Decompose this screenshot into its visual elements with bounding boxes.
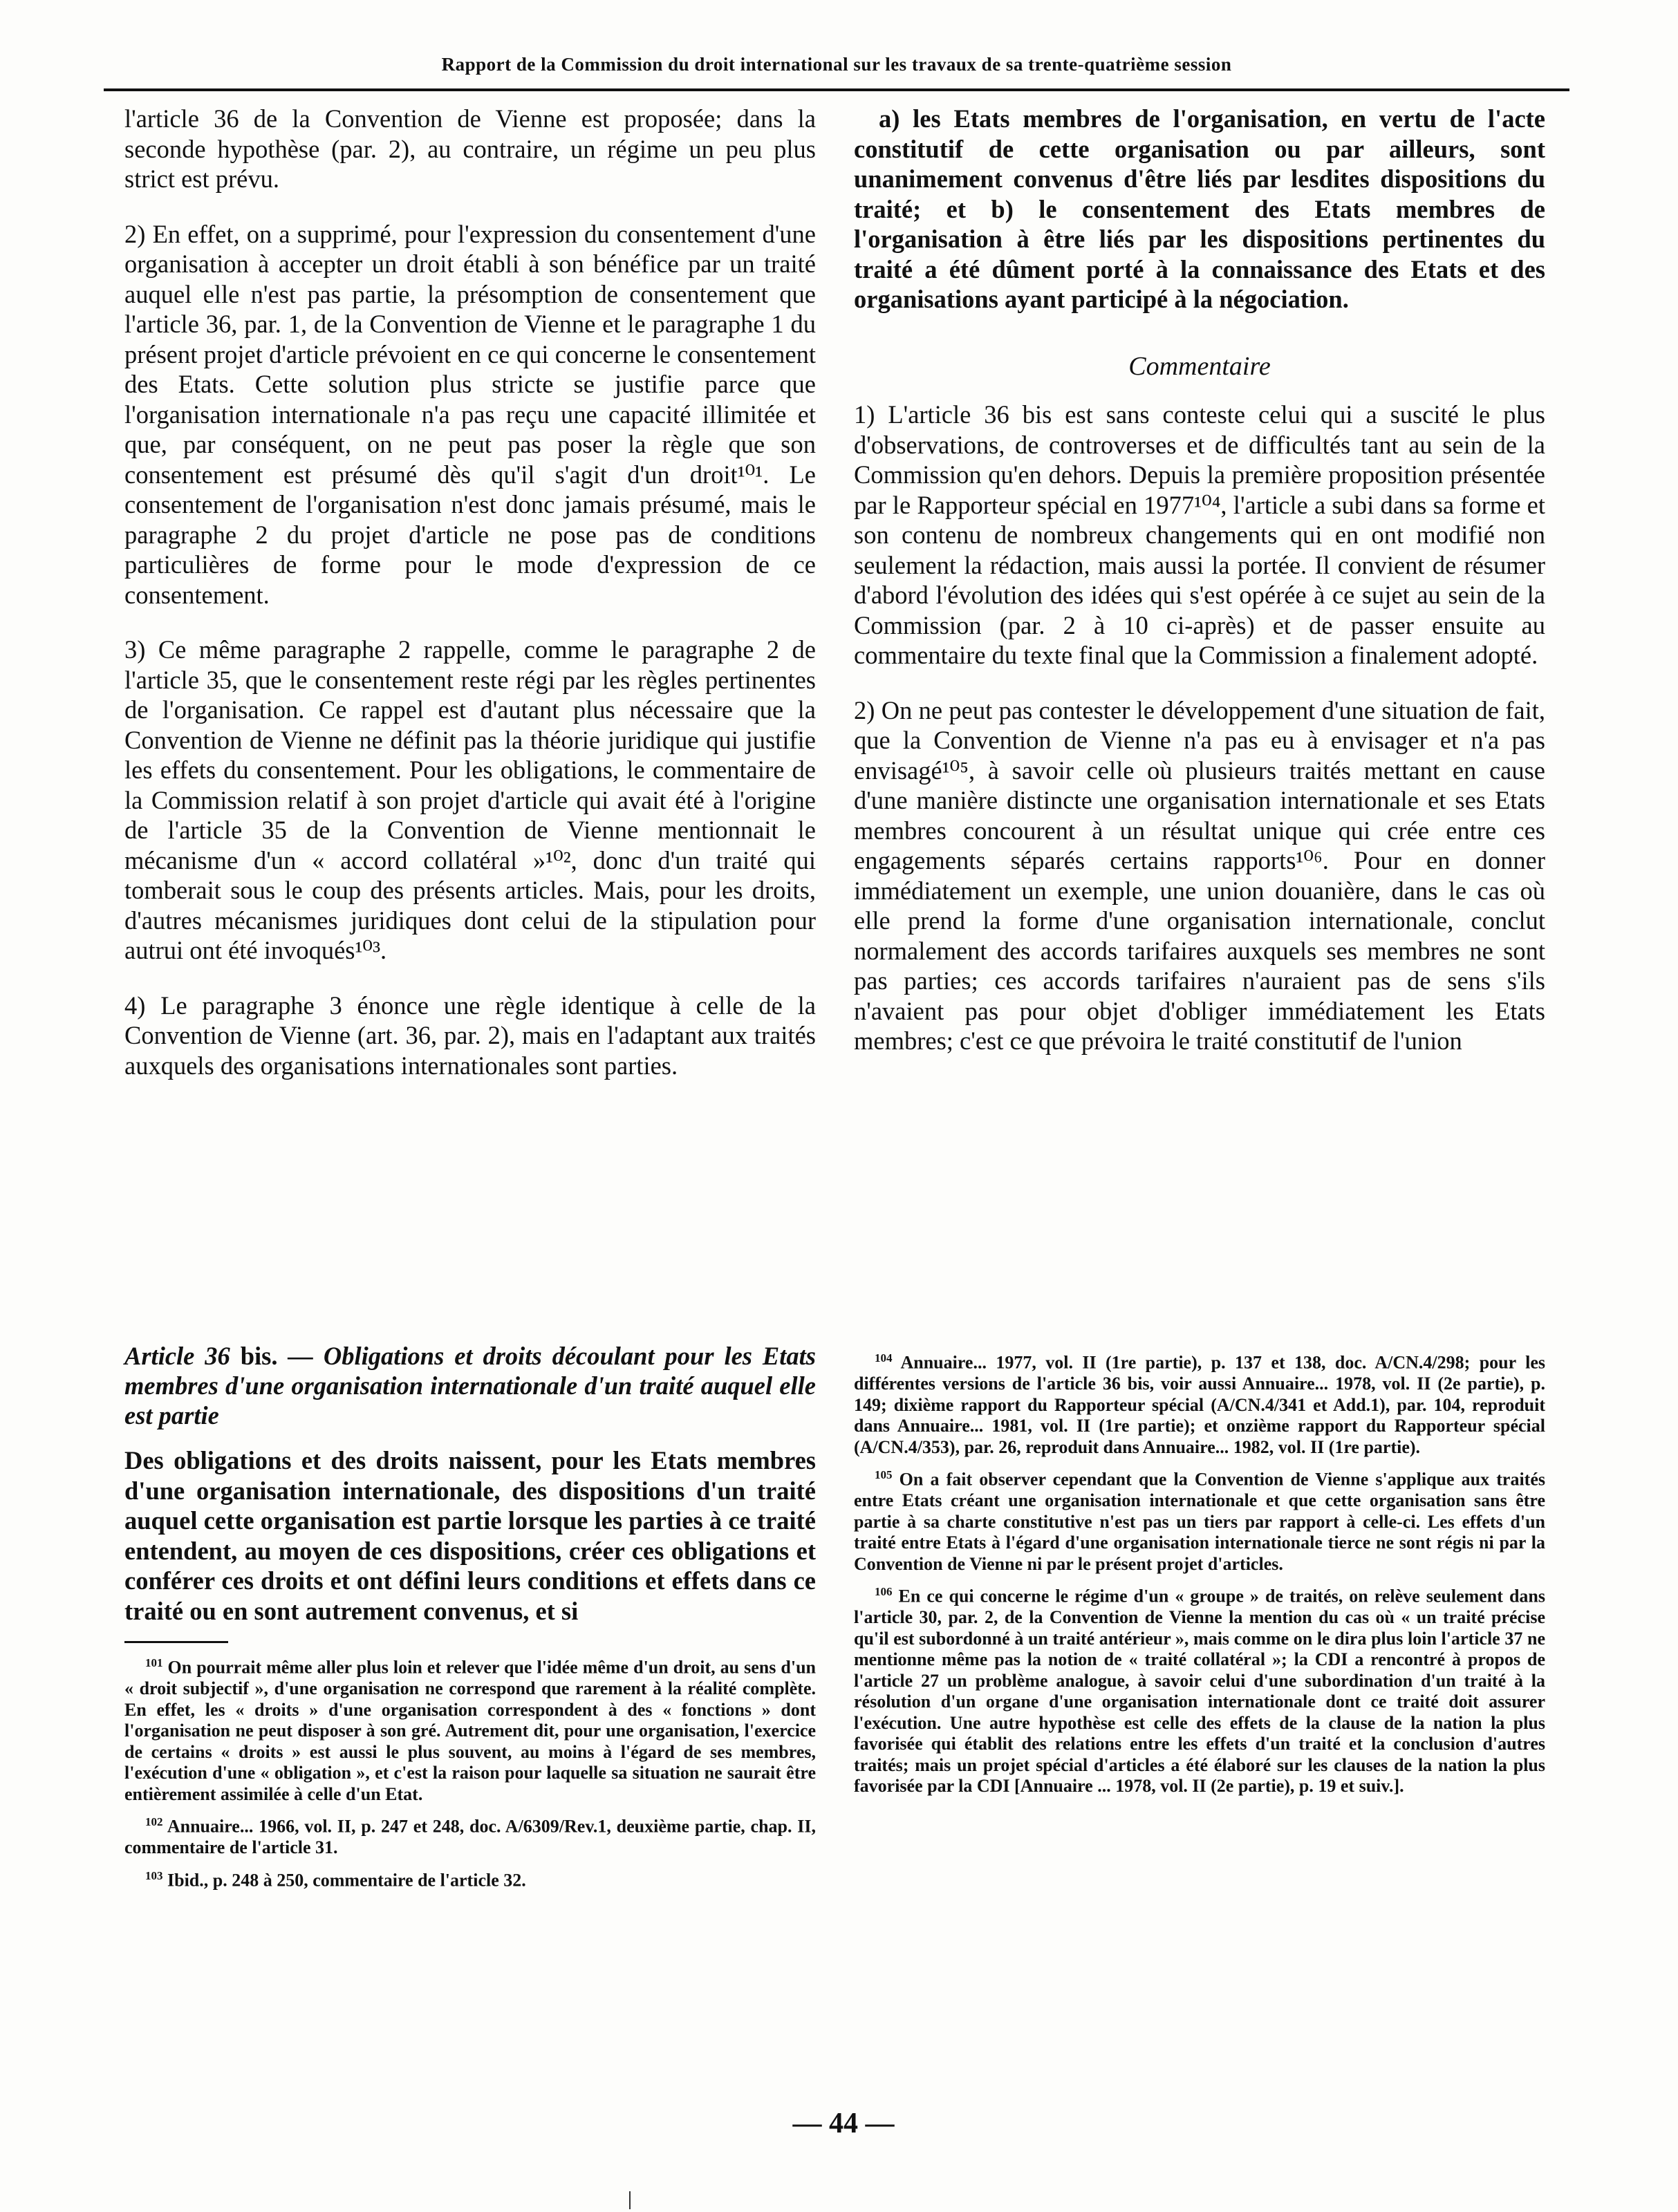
- article-heading: [124, 1341, 816, 1430]
- scan-mark: [629, 2191, 631, 2209]
- left-footnotes: [124, 1653, 816, 1891]
- footnote-mark: 106: [875, 1585, 893, 1599]
- commentary-paragraph-2: 2) On ne peut pas contester le développement d'une situation de fait, que la Convention de Vienne n'a pas eu à envisager et n'a pas envisagé¹⁰⁵, à savoir celle où plusieurs traités mettant en cause d'une manière distincte une organisation internationale et ses Etats membres concourent à un résultat unique qui crée entre ces engagements séparés certains rapports¹⁰⁶. Pour en donner immédiatement un exemple, une union douanière, dans le cas où elle prend la forme d'une organisation internationale, conclut normalement des accords tarifaires auxquels ses membres ne sont pas parties; ces accords tarifaires n'auraient pas de sens s'ils n'avaient pas pour objet d'obliger immédiatement les Etats membres; c'est ce que prévoira le traité constitutif de l'union: [854, 695, 1545, 1055]
- footnote-102: [124, 1812, 816, 1859]
- running-head: Rapport de la Commission du droit international sur les travaux de sa trente-quatrième session: [441, 54, 1232, 75]
- commentary-paragraph-1: 1) L'article 36 bis est sans conteste celui qui a suscité le plus d'observations, de controverses et de difficultés tant au sein de la Commission qu'en dehors. Depuis la première proposition présentée par le Rapporteur spécial en 1977¹⁰⁴, l'article a subi dans sa forme et son contenu de nombreux changements qui en ont modifié non seulement la rédaction, mais aussi la portée. Il convient de résumer d'abord l'évolution des idées qui s'est opérée à ce sujet au sein de la Commission (par. 2 à 10 ci-après) et de passer ensuite au commentaire du texte final que la Commission a finalement adopté.: [854, 400, 1545, 669]
- footnote-mark: 102: [145, 1815, 163, 1829]
- article-subparagraphs: a) les Etats membres de l'organisation, en vertu de l'acte constitutif de cette organisation ou par ailleurs, sont unanimement convenus d'être liés par lesdites dispositions du traité; et b) le consentement des Etats membres de l'organisation à être liés par les dispositions pertinentes du traité a été dûment porté à la connaissance des Etats et des organisations ayant participé à la négociation.: [854, 104, 1545, 313]
- footnote-103: [124, 1866, 816, 1891]
- article-number: Article 36: [124, 1342, 230, 1370]
- left-paragraph-3: 3) Ce même paragraphe 2 rappelle, comme le paragraphe 2 de l'article 35, que le consentement reste régi par les règles pertinentes de l'organisation. Ce rappel est d'autant plus nécessaire que la Convention de Vienne ne définit pas la théorie juridique qui justifie les effets du consentement. Pour les obligations, le commentaire de la Commission relatif à son projet d'article qui avait été à l'origine de l'article 35 de la Convention de Vienne mentionnait le mécanisme d'un « accord collatéral »¹⁰², donc d'un traité qui tomberait sous le coup des présents articles. Mais, pour les droits, d'autres mécanismes juridiques dont celui de la stipulation pour autrui ont été invoqués¹⁰³.: [124, 635, 816, 964]
- footnote-mark: 101: [145, 1656, 163, 1669]
- left-paragraph-0: l'article 36 de la Convention de Vienne est proposée; dans la seconde hypothèse (par. 2), au contraire, un régime un peu plus strict est prévu.: [124, 104, 816, 193]
- page-number: — 44 —: [792, 2108, 895, 2139]
- footnote-104: [854, 1348, 1545, 1458]
- right-column-text: [854, 104, 1545, 1081]
- footnote-106: [854, 1582, 1545, 1797]
- footnote-text: En ce qui concerne le régime d'un « groupe » de traités, on relève seulement dans l'article 30, par. 2, de la Convention de Vienne la mention du cas où « un traité précise qu'il est subordonné à un traité antérieur », mais comme on le dira plus loin l'article 37 ne mentionne même pas la notion de « traité collatéral »; la CDI a rencontré à propos de l'article 27 un problème analogue, à savoir celui d'une subordination d'un traité à la résolution d'un organe d'une organisation internationale dont ce traité doit assurer l'exécution. Une autre hypothèse est celle des effets de la clause de la nation la plus favorisée qui établit des relations entre les effets d'un traité et la conclusion d'autres traités; mais un projet spécial d'articles a été élaboré sur les clauses de la nation la plus favorisée par la CDI [Annuaire ... 1978, vol. II (2e partie), p. 19 et suiv.].: [854, 1586, 1545, 1797]
- left-paragraph-2: 2) En effet, on a supprimé, pour l'expression du consentement d'une organisation à accepter un droit établi à son bénéfice par un traité auquel elle n'est pas partie, la présomption de consentement que l'article 36, par. 1, de la Convention de Vienne et le paragraphe 1 du présent projet d'article prévoient en ce qui concerne le consentement des Etats. Cette solution plus stricte se justifie parce que l'organisation internationale n'a pas reçu une capacité illimitée et que, par conséquent, on ne peut pas poser la règle que son consentement est présumé dès qu'il s'agit d'un droit¹⁰¹. Le consentement de l'organisation n'est donc jamais présumé, mais le paragraphe 2 du projet d'article ne pose pas de conditions particulières de forme pour le mode d'expression de ce consentement.: [124, 219, 816, 609]
- right-footnotes: [854, 1348, 1545, 1804]
- footnote-text: On a fait observer cependant que la Convention de Vienne s'applique aux traités entre Etats créant une organisation internationale et que cette organisation sans être partie à sa charte constitutive n'est pas un tiers par rapport à celle-ci. Les effets d'un traité entre Etats à l'égard d'une organisation internationale tierce ne sont régis ni par la Convention de Vienne ni par le présent projet d'articles.: [854, 1469, 1546, 1574]
- article-bis: bis.: [240, 1342, 278, 1370]
- article-body: Des obligations et des droits naissent, pour les Etats membres d'une organisation internationale, des dispositions d'un traité auquel cette organisation est partie lorsque les parties à ce traité entendent, au moyen de ces dispositions, créer ces obligations et conférer ces droits et ont défini leurs conditions et effets dans ce traité ou en sont autrement convenus, et si: [124, 1446, 816, 1625]
- footnote-text: Annuaire... 1966, vol. II, p. 247 et 248, doc. A/6309/Rev.1, deuxième partie, chap. II, commentaire de l'article 31.: [124, 1816, 816, 1858]
- article-36bis-section: [124, 1341, 816, 1898]
- footnote-mark: 104: [875, 1351, 893, 1365]
- article-title: — Obligations et droits découlant pour les Etats membres d'une organisation internationale d'un traité auquel elle est partie: [124, 1342, 816, 1430]
- footnote-text: Annuaire... 1977, vol. II (1re partie), p. 137 et 138, doc. A/CN.4/298; pour les différentes versions de l'article 36 bis, voir aussi Annuaire... 1978, vol. II (2e partie), p. 149; dixième rapport du Rapporteur spécial (A/CN.4/341 et Add.1), par. 104, reproduit dans Annuaire... 1981, vol. II (1re partie); et onzième rapport du Rapporteur spécial (A/CN.4/353), par. 26, reproduit dans Annuaire... 1982, vol. II (1re partie).: [854, 1352, 1545, 1457]
- commentary-heading: Commentaire: [1128, 351, 1271, 381]
- article-36bis-continuation: [854, 104, 1545, 315]
- footnote-105: [854, 1465, 1545, 1575]
- left-column-text: [124, 104, 816, 1105]
- header-rule: [104, 88, 1569, 91]
- footnote-rule: [124, 1641, 228, 1643]
- footnote-mark: 103: [145, 1868, 163, 1882]
- footnote-101: [124, 1653, 816, 1805]
- footnote-text: On pourrait même aller plus loin et relever que l'idée même d'un droit, au sens d'un « droit subjectif », d'une organisation ne correspond que rarement à la réalité complète. En effet, les « droits » d'une organisation correspondent à des « fonctions » dont l'organisation ne peut disposer à son gré. Autrement dit, pour une organisation, l'exercice de certains « droits » est aussi le plus souvent, au moins à l'égard de ses membres, l'exécution d'une « obligation », et c'est la raison pour laquelle sa situation ne saurait être entièrement assimilée à celle d'un Etat.: [124, 1657, 816, 1804]
- left-paragraph-4: 4) Le paragraphe 3 énonce une règle identique à celle de la Convention de Vienne (art. 36, par. 2), mais en l'adaptant aux traités auxquels des organisations internationales sont parties.: [124, 991, 816, 1080]
- footnote-text: Ibid., p. 248 à 250, commentaire de l'article 32.: [167, 1870, 526, 1891]
- footnote-mark: 105: [875, 1468, 893, 1482]
- article-36bis-text: [124, 1445, 816, 1626]
